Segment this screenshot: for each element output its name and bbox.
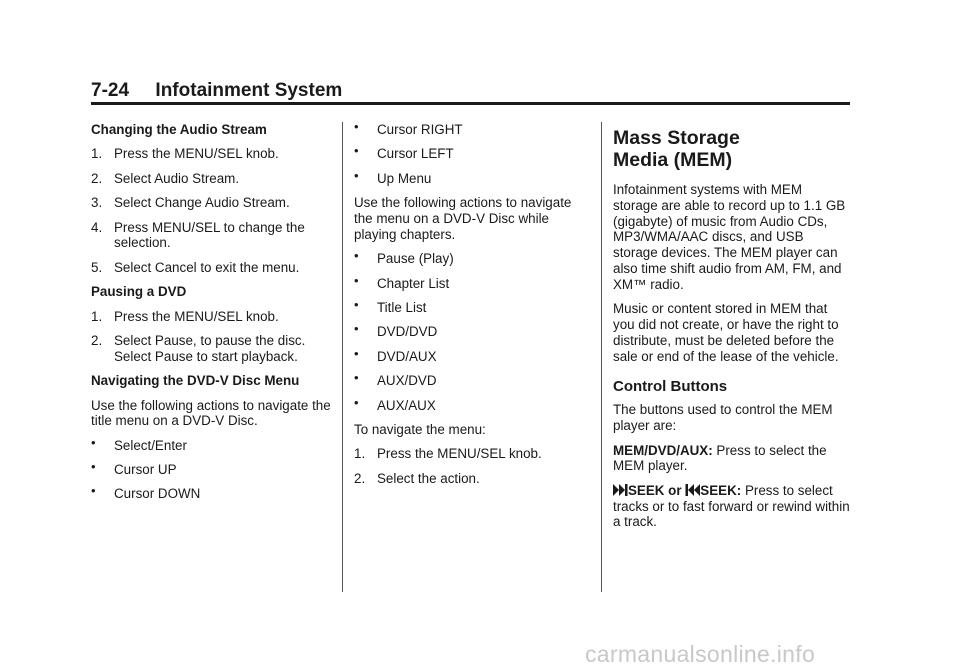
list-item: 2. Select Pause, to pause the disc. Select Pause to start playback. <box>91 332 306 364</box>
bullet-icon: • <box>354 119 359 134</box>
column-left <box>91 122 331 511</box>
list-item: 2. Select the action. <box>354 470 480 486</box>
header-rule <box>91 102 850 105</box>
bullet-item: • Pause (Play) <box>354 248 454 267</box>
bullet-item: • Cursor DOWN <box>91 483 201 502</box>
bullet-item: • DVD/AUX <box>354 345 437 364</box>
bullet-item: • Cursor RIGHT <box>354 119 463 137</box>
column-divider <box>601 122 602 592</box>
bullet-icon: • <box>354 143 359 159</box>
list-item: 1. Press the MENU/SEL knob. <box>91 308 279 324</box>
list-item: 5. Select Cancel to exit the menu. <box>91 259 300 275</box>
bullet-icon: • <box>91 483 96 499</box>
audio-stream-heading: Changing the Audio Stream <box>91 122 267 137</box>
seek-forward-icon <box>613 484 628 496</box>
bullet-icon: • <box>91 434 96 450</box>
bullet-icon: • <box>354 248 359 264</box>
bullet-item: • AUX/DVD <box>354 370 437 389</box>
nav-menu-heading: Navigating the DVD-V Disc Menu <box>91 373 300 389</box>
bullet-icon: • <box>354 296 359 312</box>
page-header-title: 7-24 Infotainment System <box>91 80 343 101</box>
bullet-item: • Up Menu <box>354 167 432 186</box>
list-item: 1. Press the MENU/SEL knob. <box>91 146 279 162</box>
list-item: 2. Select Audio Stream. <box>91 170 240 186</box>
bullet-icon: • <box>91 459 96 475</box>
list-item: 4. Press MENU/SEL to change the selection. <box>91 219 305 251</box>
control-buttons-heading: Control Buttons <box>613 378 728 396</box>
bullet-item: • AUX/AUX <box>354 394 436 413</box>
nav-menu-intro: Use the following actions to navigate the title menu on a DVD-V Disc. <box>91 397 331 429</box>
bullet-item: • DVD/DVD <box>354 321 438 340</box>
menu-intro: To navigate the menu: <box>354 421 486 437</box>
bullet-icon: • <box>354 370 359 386</box>
chapters-intro: Use the following actions to navigate the menu on a DVD-V Disc while playing chapters. <box>354 195 572 242</box>
column-divider <box>342 122 343 592</box>
mem-button-label: MEM/DVD/AUX: <box>613 442 713 458</box>
watermark: carmanualsonline.info <box>585 641 816 667</box>
bullet-item: • Chapter List <box>354 272 450 291</box>
control-intro: The buttons used to control the MEM player are: <box>613 402 833 434</box>
column-middle <box>354 119 590 495</box>
bullet-icon: • <box>354 345 359 361</box>
bullet-item: • Title List <box>354 296 427 315</box>
mem-intro-paragraph: Infotainment systems with MEM storage are able to record up to 1.1 GB (gigabyte) of music from Audio CDs, MP3/WMA/AAC discs, and USB storage devices. The MEM player can also time shift audio from AM, FM, and XM™ radio. <box>613 182 846 292</box>
list-item: 3. Select Change Audio Stream. <box>91 195 290 211</box>
list-item: 1. Press the MENU/SEL knob. <box>354 446 542 462</box>
bullet-icon: • <box>354 167 359 183</box>
mem-button-description: MEM/DVD/AUX: Press to select the MEM player. <box>613 442 827 474</box>
bullet-item: • Cursor LEFT <box>354 143 454 162</box>
section-heading: Mass Storage Media (MEM) <box>613 127 740 171</box>
bullet-icon: • <box>354 321 359 337</box>
bullet-icon: • <box>354 394 359 410</box>
seek-back-icon <box>685 484 700 496</box>
column-right <box>613 122 850 539</box>
mem-notice-paragraph: Music or content stored in MEM that you did not create, or have the right to distribute, must be deleted before the sale or end of the lease of the vehicle. <box>613 301 839 364</box>
bullet-item: • Cursor UP <box>91 459 177 478</box>
page-header <box>91 80 850 102</box>
bullet-icon: • <box>354 272 359 288</box>
bullet-item: • Select/Enter <box>91 434 187 453</box>
pausing-heading: Pausing a DVD <box>91 284 187 300</box>
seek-button-description: SEEK or SEEK: Press to select tracks or to fast forward or rewind within a track. <box>613 482 850 530</box>
